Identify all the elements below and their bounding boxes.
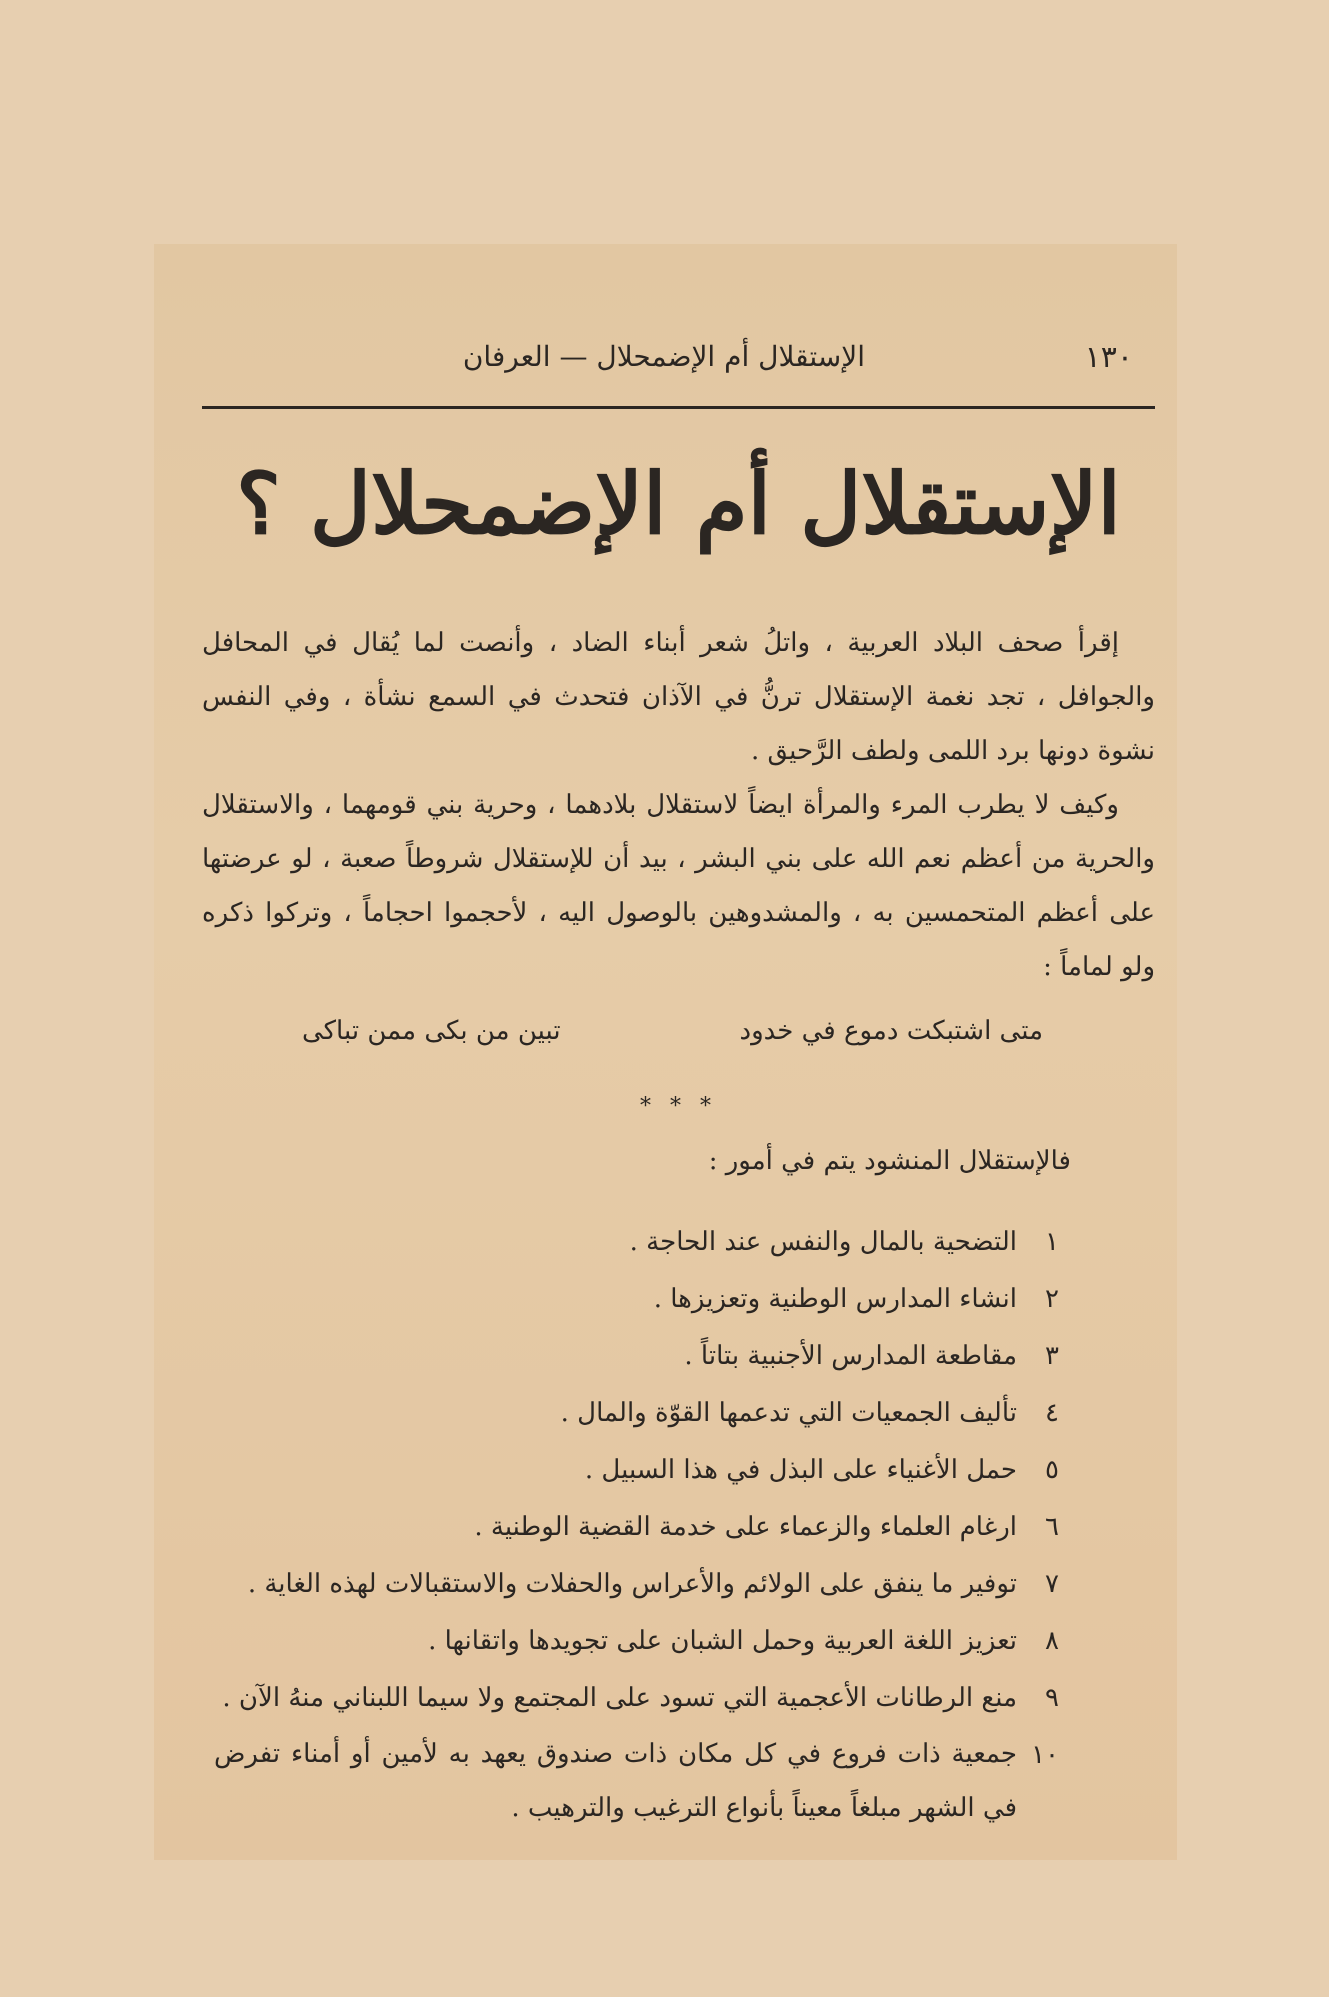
running-head: الإستقلال أم الإضمحلال — العرفان bbox=[462, 340, 865, 373]
page-header bbox=[202, 340, 1155, 384]
list-item-number: ٢ bbox=[1045, 1284, 1059, 1314]
list-item-text: توفير ما ينفق على الولائم والأعراس والحفلات والاستقبالات لهذه الغاية . bbox=[247, 1569, 1017, 1599]
section-separator: * * * bbox=[640, 1094, 717, 1119]
list-item-number: ٨ bbox=[1045, 1626, 1059, 1656]
article-title: الإستقلال أم الإضمحلال ؟ bbox=[236, 454, 1121, 553]
list-item-text: منع الرطانات الأعجمية التي تسود على المجتمع ولا سيما اللبناني منهُ الآن . bbox=[222, 1683, 1017, 1713]
paragraph-1: إقرأ صحف البلاد العربية ، واتلُ شعر أبناء الضاد ، وأنصت لما يُقال في المحافل والجوافل ، تجد نغمة الإستقلال ترنُّ في الآذان فتحدث في السمع نشأة ، وفي النفس نشوة دونها برد اللمى ولطف الرَّحيق . bbox=[202, 628, 1155, 766]
list-item bbox=[202, 1271, 1155, 1328]
list-item-text: تأليف الجمعيات التي تدعمها القوّة والمال . bbox=[560, 1398, 1017, 1428]
list-item-number: ٦ bbox=[1045, 1512, 1059, 1542]
numbered-list bbox=[202, 1214, 1155, 1837]
list-item bbox=[202, 1328, 1155, 1385]
list-item-text: انشاء المدارس الوطنية وتعزيزها . bbox=[653, 1284, 1017, 1314]
list-item-number: ١٠ bbox=[1031, 1740, 1059, 1770]
list-item-text: مقاطعة المدارس الأجنبية بتاتاً . bbox=[684, 1341, 1017, 1371]
poem-first-hemistich: متى اشتبكت دموع في خدود bbox=[739, 1016, 1043, 1046]
list-item-text: جمعية ذات فروع في كل مكان ذات صندوق يعهد به لأمين أو أمناء تفرض في الشهر مبلغاً معيناً بأنواع الترغيب والترهيب . bbox=[214, 1739, 1017, 1823]
list-item-number: ٤ bbox=[1045, 1398, 1059, 1428]
poem-second-hemistich: تبين من بكى ممن تباكى bbox=[302, 1016, 561, 1046]
list-item bbox=[202, 1670, 1155, 1727]
list-item-number: ١ bbox=[1045, 1227, 1059, 1257]
scanned-page bbox=[154, 244, 1177, 1860]
list-item bbox=[202, 1613, 1155, 1670]
list-item-number: ٥ bbox=[1045, 1455, 1059, 1485]
list-item-number: ٩ bbox=[1045, 1683, 1059, 1713]
header-rule bbox=[202, 406, 1155, 409]
list-item bbox=[202, 1442, 1155, 1499]
list-intro: فالإستقلال المنشود يتم في أمور : bbox=[708, 1146, 1071, 1176]
list-item-text: تعزيز اللغة العربية وحمل الشبان على تجويدها واتقانها . bbox=[428, 1626, 1017, 1656]
list-item-text: التضحية بالمال والنفس عند الحاجة . bbox=[629, 1227, 1017, 1257]
poem-verse bbox=[202, 1016, 1155, 1066]
list-item-number: ٣ bbox=[1045, 1341, 1059, 1371]
list-item bbox=[202, 1385, 1155, 1442]
list-item bbox=[202, 1214, 1155, 1271]
list-item-number: ٧ bbox=[1045, 1569, 1059, 1599]
list-item-text: حمل الأغنياء على البذل في هذا السبيل . bbox=[584, 1455, 1017, 1485]
paragraph-2: وكيف لا يطرب المرء والمرأة ايضاً لاستقلال بلادهما ، وحرية بني قومهما ، والاستقلال والحرية من أعظم نعم الله على بني البشر ، بيد أن للإستقلال شروطاً صعبة ، لو عرضتها على أعظم المتحمسين به ، والمشدوهين بالوصول اليه ، لأحجموا احجاماً ، وتركوا ذكره ولو لماماً : bbox=[202, 790, 1155, 982]
list-item-text: ارغام العلماء والزعماء على خدمة القضية الوطنية . bbox=[474, 1512, 1017, 1542]
list-item bbox=[202, 1499, 1155, 1556]
list-item bbox=[202, 1727, 1155, 1837]
page-number: ١٣٠ bbox=[1084, 340, 1133, 375]
list-item bbox=[202, 1556, 1155, 1613]
